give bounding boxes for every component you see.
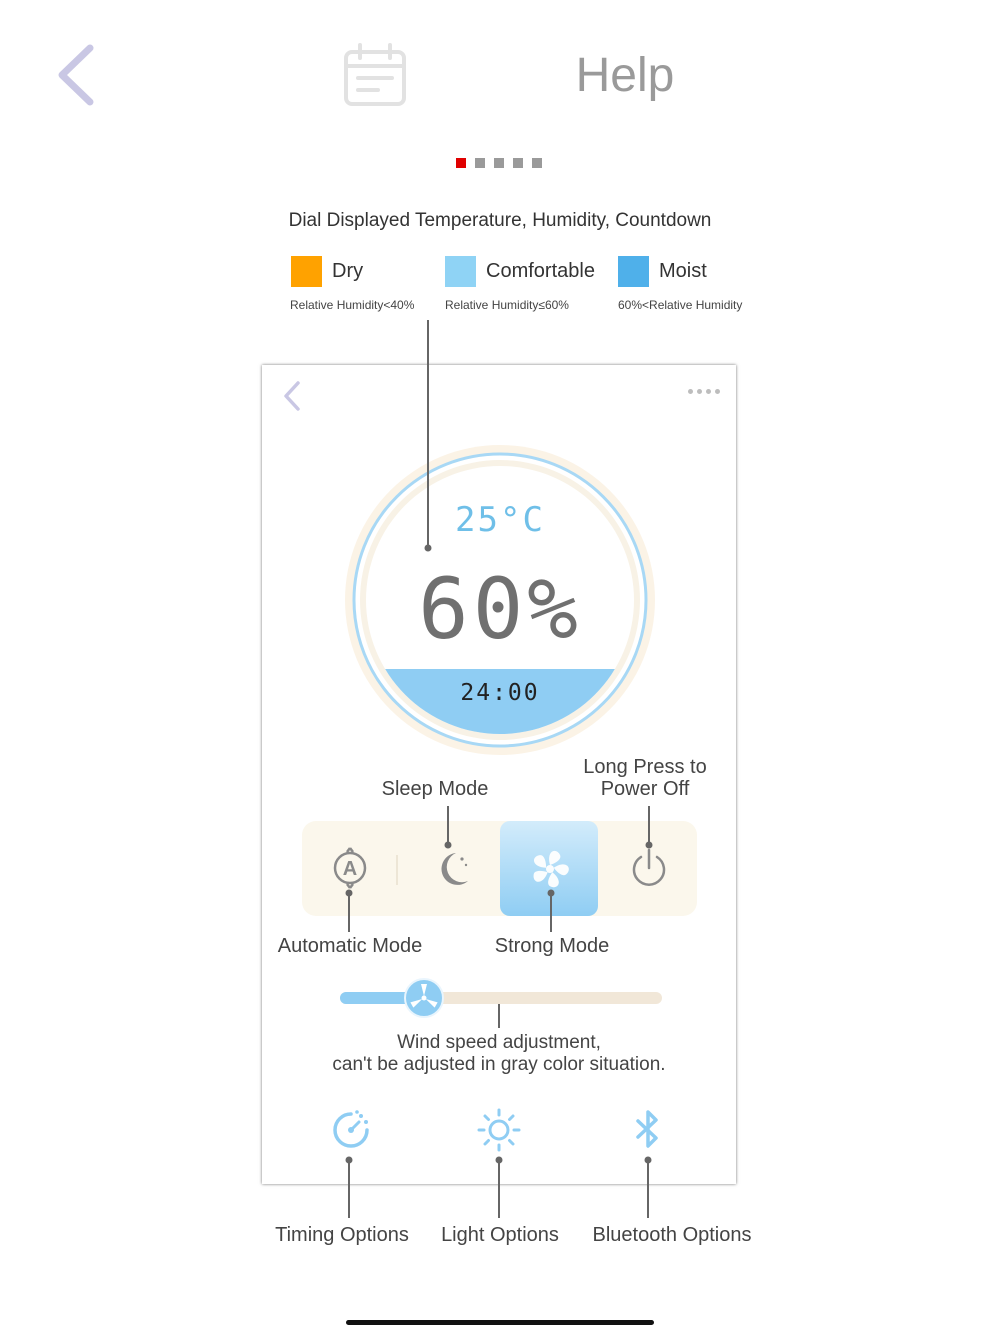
sun-icon [475, 1106, 523, 1154]
wind-speed-knob[interactable] [404, 978, 444, 1018]
fan-knob-icon [404, 978, 444, 1018]
phone-back-button[interactable] [278, 378, 306, 414]
automatic-mode-icon [327, 845, 373, 891]
legend-dry-range: Relative Humidity<40% [290, 298, 415, 312]
more-dot-icon [706, 389, 711, 394]
more-dot-icon [715, 389, 720, 394]
home-indicator[interactable] [346, 1320, 654, 1325]
legend-comfortable [445, 255, 595, 287]
wind-label-line2: can't be adjusted in gray color situation. [332, 1054, 666, 1075]
page-dot-2[interactable] [475, 158, 485, 168]
power-button[interactable] [626, 845, 672, 891]
page-dot-1[interactable] [456, 158, 466, 168]
dial-temperature: 25°C [455, 500, 545, 540]
light-options-button[interactable] [475, 1106, 523, 1154]
bluetooth-options-label: Bluetooth Options [592, 1224, 752, 1246]
dial-countdown: 24:00 [460, 680, 540, 706]
page-indicator [456, 158, 542, 170]
svg-text:A: A [342, 858, 358, 880]
timing-options-button[interactable] [327, 1106, 375, 1154]
more-options-button[interactable] [688, 389, 728, 401]
light-options-label: Light Options [441, 1224, 559, 1246]
strong-mode-button[interactable] [500, 821, 598, 916]
wind-label-line1: Wind speed adjustment, [397, 1032, 601, 1053]
page-title: Help [575, 49, 675, 102]
back-button[interactable] [52, 40, 102, 110]
legend-moist-label: Moist [659, 259, 707, 282]
legend-comfortable-range: Relative Humidity≤60% [445, 298, 569, 312]
chevron-left-icon [278, 378, 306, 414]
timing-options-label: Timing Options [275, 1224, 409, 1246]
more-dot-icon [697, 389, 702, 394]
page-dot-5[interactable] [532, 158, 542, 168]
sleep-mode-label: Sleep Mode [381, 778, 489, 800]
timer-icon [327, 1106, 375, 1154]
legend-moist-swatch [618, 256, 649, 287]
wind-speed-label [262, 1032, 736, 1076]
legend-moist [618, 255, 707, 287]
calendar-icon [340, 42, 410, 110]
chevron-left-icon [52, 40, 102, 110]
legend-comfortable-label: Comfortable [486, 259, 595, 282]
bluetooth-options-button[interactable] [624, 1106, 672, 1154]
fan-icon [500, 821, 598, 916]
dial-humidity: 60% [418, 560, 582, 658]
power-off-label: Long Press to Power Off [583, 756, 707, 800]
mode-divider [396, 855, 398, 885]
legend-dry-swatch [291, 256, 322, 287]
legend-dry-label: Dry [332, 259, 364, 282]
more-dot-icon [688, 389, 693, 394]
legend-dry [291, 255, 363, 287]
calendar-button[interactable] [340, 42, 410, 110]
legend-moist-range: 60%<Relative Humidity [618, 298, 743, 312]
dial-heading: Dial Displayed Temperature, Humidity, Countdown [288, 210, 712, 231]
page-dot-4[interactable] [513, 158, 523, 168]
power-icon [626, 845, 672, 891]
moon-icon [428, 845, 474, 891]
dial-callout-line [420, 318, 436, 554]
bluetooth-icon [624, 1106, 672, 1154]
automatic-mode-label: Automatic Mode [277, 935, 423, 957]
automatic-mode-button[interactable] [327, 845, 373, 891]
strong-mode-label: Strong Mode [494, 935, 610, 957]
legend-comfortable-swatch [445, 256, 476, 287]
page-dot-3[interactable] [494, 158, 504, 168]
sleep-mode-button[interactable] [428, 845, 474, 891]
